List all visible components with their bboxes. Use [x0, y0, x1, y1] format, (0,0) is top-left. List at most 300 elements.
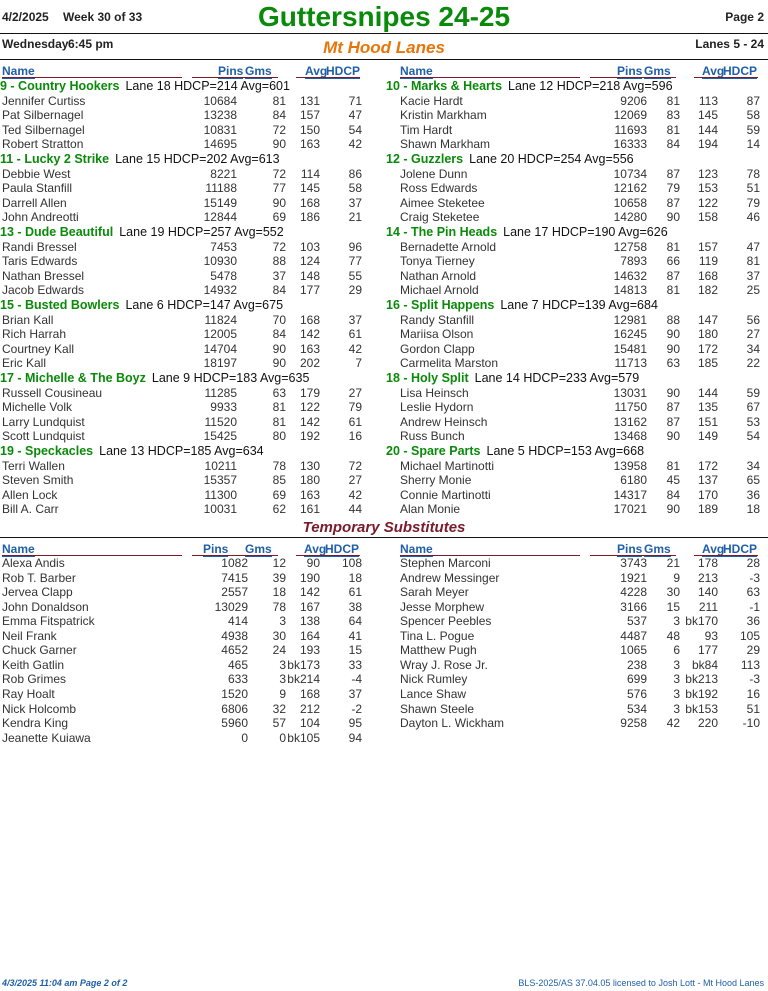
bowler-name: Nathan Arnold — [400, 268, 477, 283]
bowler-handicap: 22 — [746, 356, 760, 371]
bowler-average: 130 — [299, 458, 320, 473]
bowler-games: 90 — [272, 356, 286, 371]
bowler-handicap: 79 — [746, 195, 760, 210]
bowler-name: Jervea Clapp — [2, 585, 73, 600]
bowler-name: Gordon Clapp — [400, 341, 475, 356]
col-pins: Pins — [218, 64, 244, 78]
bowler-pins: 11693 — [614, 122, 647, 137]
team-name: 19 - Speckacles — [0, 444, 94, 458]
team-meta: Lane 6 HDCP=147 Avg=675 — [125, 298, 284, 312]
bowler-average: 142 — [299, 414, 320, 429]
bowler-name: Jennifer Curtiss — [2, 93, 86, 108]
bowler-row — [0, 94, 384, 109]
team-meta: Lane 17 HDCP=190 Avg=626 — [503, 225, 668, 239]
bowler-pins: 3166 — [620, 599, 647, 614]
bowler-games: 3 — [673, 701, 680, 716]
bowler-average: bk84 — [691, 657, 718, 672]
col-avg: Avg — [702, 64, 725, 78]
bowler-pins: 633 — [227, 672, 248, 687]
bowler-average: 142 — [299, 327, 320, 342]
bowler-games: 80 — [272, 429, 286, 444]
bowler-name: Ross Edwards — [400, 181, 478, 196]
bowler-row — [0, 672, 384, 687]
bowler-handicap: 38 — [348, 599, 362, 614]
bowler-games: 87 — [666, 268, 680, 283]
bowler-row — [384, 210, 768, 225]
bowler-row — [0, 327, 384, 342]
bowler-name: Craig Steketee — [400, 210, 480, 225]
bowler-name: John Andreotti — [2, 210, 79, 225]
bowler-pins: 15357 — [203, 473, 237, 488]
bowler-pins: 14932 — [203, 283, 237, 298]
bowler-average: 180 — [697, 327, 718, 342]
bowler-pins: 7893 — [620, 254, 647, 269]
bowler-pins: 10734 — [613, 166, 647, 181]
bowler-row — [384, 167, 768, 182]
bowler-name: Jolene Dunn — [400, 166, 468, 181]
bowler-games: 3 — [279, 657, 286, 672]
bowler-row — [384, 614, 768, 629]
bowler-name: Lisa Heinsch — [400, 385, 469, 400]
bowler-pins: 14695 — [203, 137, 237, 152]
bowler-pins: 5960 — [221, 716, 248, 731]
bowler-row — [384, 269, 768, 284]
bowler-handicap: 65 — [746, 473, 760, 488]
bowler-pins: 11824 — [204, 312, 237, 327]
bowler-average: 168 — [697, 268, 718, 283]
bowler-average: 180 — [299, 473, 320, 488]
bowler-handicap: 96 — [348, 239, 362, 254]
bowler-row — [0, 571, 384, 586]
bowler-row — [384, 313, 768, 328]
bowler-row — [0, 600, 384, 615]
bowler-games: 45 — [666, 473, 680, 488]
bowler-pins: 13468 — [613, 429, 647, 444]
bowler-games: 63 — [272, 385, 286, 400]
bowler-handicap: 25 — [746, 283, 760, 298]
bowler-average: 135 — [697, 400, 718, 415]
bowler-name: Michael Arnold — [400, 283, 479, 298]
bowler-row — [384, 327, 768, 342]
bowler-average: 194 — [697, 137, 718, 152]
bowler-handicap: 14 — [746, 137, 760, 152]
bowler-handicap: -1 — [749, 599, 760, 614]
weekday-label: Wednesday — [2, 37, 69, 51]
bowler-handicap: 42 — [348, 137, 362, 152]
bowler-pins: 15481 — [613, 341, 647, 356]
bowler-handicap: 67 — [746, 400, 760, 415]
bowler-pins: 6180 — [620, 473, 647, 488]
bowler-row — [0, 459, 384, 474]
bowler-handicap: 29 — [348, 283, 362, 298]
bowler-name: Nathan Bressel — [2, 268, 85, 283]
bowler-pins: 4652 — [221, 643, 248, 658]
footer-license: BLS-2025/AS 37.04.05 licensed to Josh Lott - Mt Hood Lanes — [518, 978, 764, 988]
bowler-pins: 7415 — [221, 570, 248, 585]
col-pins: Pins — [203, 542, 229, 556]
bowler-average: 113 — [698, 93, 718, 108]
bowler-name: Brian Kall — [2, 312, 54, 327]
col-gms: Gms — [644, 542, 671, 556]
bowler-average: 147 — [697, 312, 718, 327]
bowler-average: 182 — [697, 283, 718, 298]
bowler-handicap: 61 — [348, 327, 362, 342]
bowler-name: Andrew Heinsch — [400, 414, 488, 429]
bowler-average: 122 — [299, 400, 320, 415]
bowler-row — [384, 94, 768, 109]
bowler-games: 85 — [272, 473, 286, 488]
team-name: 11 - Lucky 2 Strike — [0, 152, 110, 166]
bowler-games: 87 — [666, 166, 680, 181]
bowler-average: 168 — [299, 312, 320, 327]
bowler-games: 81 — [666, 93, 680, 108]
bowler-games: 79 — [666, 181, 680, 196]
bowler-pins: 5478 — [210, 268, 237, 283]
bowler-handicap: 16 — [746, 686, 760, 701]
bowler-average: 163 — [299, 137, 320, 152]
col-avg: Avg — [305, 64, 328, 78]
bowler-games: 30 — [666, 585, 680, 600]
bowler-handicap: 36 — [746, 487, 760, 502]
bowler-average: 157 — [697, 239, 718, 254]
bowler-handicap: 51 — [746, 701, 760, 716]
bowler-pins: 1520 — [221, 686, 248, 701]
team-meta: Lane 14 HDCP=233 Avg=579 — [474, 371, 640, 385]
bowler-pins: 537 — [626, 614, 647, 629]
bowler-pins: 17021 — [613, 502, 647, 517]
bowler-pins: 12069 — [613, 108, 647, 123]
bowler-games: 57 — [272, 716, 286, 731]
bowler-average: 124 — [299, 254, 320, 269]
bowler-handicap: 61 — [348, 585, 362, 600]
bowler-handicap: 33 — [348, 657, 362, 672]
bowler-pins: 10658 — [613, 195, 647, 210]
bowler-name: Terri Wallen — [2, 458, 65, 473]
bowler-name: Kendra King — [2, 716, 69, 731]
bowler-games: 30 — [272, 628, 286, 643]
bowler-handicap: 46 — [746, 210, 760, 225]
bowler-handicap: 18 — [746, 502, 760, 517]
bowler-handicap: 47 — [348, 108, 362, 123]
team-name: 15 - Busted Bowlers — [0, 298, 120, 312]
bowler-average: 185 — [697, 356, 718, 371]
bowler-row — [0, 240, 384, 255]
bowler-average: 158 — [697, 210, 718, 225]
bowler-handicap: 27 — [348, 385, 362, 400]
substitutes-title: Temporary Substitutes — [302, 519, 466, 536]
bowler-row — [384, 181, 768, 196]
bowler-pins: 414 — [227, 614, 248, 629]
bowler-handicap: 113 — [740, 657, 760, 672]
bowler-pins: 14632 — [613, 268, 647, 283]
bowler-row — [0, 716, 384, 731]
bowler-games: 72 — [272, 239, 286, 254]
bowler-average: 202 — [299, 356, 320, 371]
bowler-handicap: -10 — [742, 716, 760, 731]
bowler-row — [384, 137, 768, 152]
bowler-name: Debbie West — [2, 166, 71, 181]
bowler-average: 157 — [299, 108, 320, 123]
bowler-name: Andrew Messinger — [400, 570, 500, 585]
bowler-row — [0, 356, 384, 371]
bowler-games: 87 — [666, 195, 680, 210]
col-name: Name — [2, 64, 35, 78]
bowler-name: Scott Lundquist — [2, 429, 85, 444]
bowler-games: 3 — [279, 672, 286, 687]
header-rule — [0, 33, 768, 34]
bowler-row — [384, 488, 768, 503]
bowler-name: Aimee Steketee — [400, 195, 485, 210]
bowler-name: Shawn Steele — [400, 701, 475, 716]
bowler-handicap: 28 — [746, 556, 760, 570]
bowler-average: bk173 — [287, 657, 320, 672]
bowler-games: 0 — [279, 730, 286, 745]
bowler-games: 3 — [279, 614, 286, 629]
bowler-handicap: 54 — [348, 122, 362, 137]
bowler-row — [384, 672, 768, 687]
bowler-games: 84 — [666, 487, 680, 502]
bowler-row — [384, 702, 768, 717]
bowler-pins: 4228 — [620, 585, 647, 600]
bowler-games: 81 — [272, 414, 286, 429]
bowler-average: 131 — [299, 93, 320, 108]
bowler-average: 161 — [299, 502, 320, 517]
bowler-games: 72 — [272, 166, 286, 181]
bowler-games: 42 — [666, 716, 680, 731]
bowler-name: Kacie Hardt — [400, 93, 463, 108]
bowler-average: bk214 — [287, 672, 320, 687]
bowler-average: 149 — [697, 429, 718, 444]
bowler-row — [384, 196, 768, 211]
bowler-games: 88 — [272, 254, 286, 269]
bowler-average: 168 — [299, 195, 320, 210]
bowler-name: Ray Hoalt — [2, 686, 55, 701]
bowler-pins: 10831 — [203, 122, 237, 137]
bowler-handicap: 72 — [348, 458, 362, 473]
bowler-games: 24 — [272, 643, 286, 658]
bowler-average: 172 — [697, 458, 718, 473]
bowler-name: Darrell Allen — [2, 195, 67, 210]
bowler-pins: 11750 — [614, 400, 647, 415]
col-pins: Pins — [617, 64, 643, 78]
bowler-average: 137 — [697, 473, 718, 488]
bowler-name: Jacob Edwards — [2, 283, 85, 298]
bowler-row — [0, 269, 384, 284]
bowler-pins: 465 — [227, 657, 248, 672]
bowler-games: 48 — [666, 628, 680, 643]
bowler-handicap: 53 — [746, 414, 760, 429]
bowler-row — [384, 254, 768, 269]
bowler-average: bk192 — [685, 686, 718, 701]
bowler-handicap: 61 — [348, 414, 362, 429]
bowler-games: 90 — [666, 327, 680, 342]
bowler-name: Keith Gatlin — [2, 657, 65, 672]
bowler-handicap: 16 — [348, 429, 362, 444]
bowler-handicap: 41 — [348, 628, 362, 643]
bowler-name: Matthew Pugh — [400, 643, 477, 658]
bowler-pins: 3743 — [620, 556, 647, 570]
bowler-games: 81 — [666, 239, 680, 254]
bowler-name: Alexa Andis — [2, 556, 65, 570]
bowler-average: bk170 — [685, 614, 718, 629]
bowler-pins: 4487 — [620, 628, 647, 643]
bowler-row — [384, 108, 768, 123]
bowler-pins: 13029 — [214, 599, 248, 614]
bowler-games: 66 — [666, 254, 680, 269]
bowler-handicap: 55 — [348, 268, 362, 283]
bowler-name: Nick Rumley — [400, 672, 468, 687]
bowler-row — [384, 643, 768, 658]
bowler-row — [384, 502, 768, 517]
bowler-name: Connie Martinotti — [400, 487, 491, 502]
bowler-row — [0, 429, 384, 444]
bowler-row — [0, 210, 384, 225]
team-header — [386, 152, 634, 167]
bowler-row — [384, 716, 768, 731]
bowler-pins: 14280 — [613, 210, 647, 225]
bowler-pins: 6806 — [221, 701, 248, 716]
bowler-handicap: 37 — [348, 686, 362, 701]
bowler-handicap: 95 — [348, 716, 362, 731]
bowler-average: 220 — [697, 716, 718, 731]
bowler-average: bk213 — [685, 672, 718, 687]
bowler-handicap: 56 — [746, 312, 760, 327]
bowler-average: 213 — [697, 570, 718, 585]
bowler-name: Stephen Marconi — [400, 556, 491, 570]
bowler-row — [0, 658, 384, 673]
bowler-average: 164 — [299, 628, 320, 643]
bowler-row — [0, 386, 384, 401]
column-header-left — [0, 64, 384, 78]
bowler-games: 18 — [272, 585, 286, 600]
bowler-games: 81 — [272, 400, 286, 415]
bowler-games: 3 — [673, 686, 680, 701]
bowler-average: 138 — [299, 614, 320, 629]
bowler-row — [384, 283, 768, 298]
bowler-name: Russ Bunch — [400, 429, 465, 444]
bowler-row — [384, 600, 768, 615]
bowler-row — [384, 342, 768, 357]
bowler-name: Allen Lock — [2, 487, 58, 502]
bowler-average: 93 — [704, 628, 718, 643]
bowler-name: Tonya Tierney — [400, 254, 475, 269]
bowler-name: Emma Fitspatrick — [2, 614, 95, 629]
bowler-name: Nick Holcomb — [2, 701, 77, 716]
bowler-row — [0, 614, 384, 629]
bowler-games: 21 — [666, 556, 680, 570]
bowler-games: 90 — [666, 385, 680, 400]
bowler-games: 90 — [666, 210, 680, 225]
bowler-average: 103 — [299, 239, 320, 254]
bowler-pins: 1065 — [620, 643, 647, 658]
bowler-handicap: 58 — [348, 181, 362, 196]
bowler-pins: 9206 — [620, 93, 647, 108]
bowler-pins: 13238 — [203, 108, 237, 123]
bowler-row — [384, 429, 768, 444]
bowler-row — [0, 702, 384, 717]
team-name: 16 - Split Happens — [386, 298, 495, 312]
bowler-average: 148 — [299, 268, 320, 283]
team-name: 14 - The Pin Heads — [386, 225, 498, 239]
col-pins: Pins — [617, 542, 643, 556]
bowler-name: Taris Edwards — [2, 254, 78, 269]
bowler-pins: 18197 — [203, 356, 237, 371]
bowler-name: Alan Monie — [400, 502, 461, 517]
team-meta: Lane 5 HDCP=153 Avg=668 — [486, 444, 645, 458]
bowler-average: 145 — [697, 108, 718, 123]
bowler-name: Carmelita Marston — [400, 356, 499, 371]
team-header — [386, 225, 668, 240]
bowler-handicap: 27 — [348, 473, 362, 488]
bowler-pins: 11520 — [204, 414, 237, 429]
bowler-games: 62 — [272, 502, 286, 517]
subs-column-header-right — [384, 542, 768, 556]
col-gms: Gms — [245, 64, 272, 78]
bowler-handicap: 81 — [746, 254, 760, 269]
bowler-average: 189 — [697, 502, 718, 517]
bowler-pins: 10684 — [203, 93, 237, 108]
bowler-games: 84 — [666, 137, 680, 152]
bowler-average: 212 — [299, 701, 320, 716]
bowler-average: 142 — [299, 585, 320, 600]
bowler-name: Rich Harrah — [2, 327, 67, 342]
subheader-rule — [0, 59, 768, 60]
bowler-games: 90 — [666, 429, 680, 444]
bowler-pins: 4938 — [221, 628, 248, 643]
bowler-games: 84 — [272, 108, 286, 123]
bowler-handicap: 34 — [746, 458, 760, 473]
col-hdcp: HDCP — [723, 64, 758, 78]
bowler-pins: 13031 — [613, 385, 647, 400]
team-name: 12 - Guzzlers — [386, 152, 464, 166]
bowler-row — [0, 400, 384, 415]
bowler-games: 81 — [666, 122, 680, 137]
col-hdcp: HDCP — [325, 542, 360, 556]
team-meta: Lane 15 HDCP=202 Avg=613 — [115, 152, 280, 166]
team-meta: Lane 18 HDCP=214 Avg=601 — [125, 79, 290, 93]
bowler-name: Courtney Kall — [2, 341, 75, 356]
bowler-name: Larry Lundquist — [2, 414, 85, 429]
bowler-name: Bill A. Carr — [2, 502, 59, 517]
bowler-name: Tim Hardt — [400, 122, 453, 137]
bowler-name: Randy Stanfill — [400, 312, 475, 327]
bowler-pins: 10930 — [203, 254, 237, 269]
bowler-games: 15 — [666, 599, 680, 614]
bowler-name: Paula Stanfill — [2, 181, 73, 196]
bowler-pins: 16245 — [613, 327, 647, 342]
bowler-average: 193 — [299, 643, 320, 658]
bowler-pins: 14704 — [203, 341, 237, 356]
bowler-average: 153 — [697, 181, 718, 196]
bowler-handicap: 79 — [348, 400, 362, 415]
team-header — [386, 371, 639, 386]
bowler-handicap: 42 — [348, 341, 362, 356]
bowler-name: Jesse Morphew — [400, 599, 485, 614]
bowler-name: Wray J. Rose Jr. — [400, 657, 488, 672]
bowler-row — [0, 415, 384, 430]
team-header — [0, 444, 264, 459]
bowler-handicap: -2 — [351, 701, 362, 716]
bowler-pins: 16333 — [613, 137, 647, 152]
col-name: Name — [400, 64, 433, 78]
bowler-handicap: 86 — [348, 166, 362, 181]
bowler-handicap: 37 — [348, 195, 362, 210]
bowler-pins: 14813 — [613, 283, 647, 298]
bowler-row — [384, 473, 768, 488]
bowler-pins: 11188 — [205, 181, 237, 196]
bowler-average: 151 — [697, 414, 718, 429]
col-avg: Avg — [702, 542, 725, 556]
